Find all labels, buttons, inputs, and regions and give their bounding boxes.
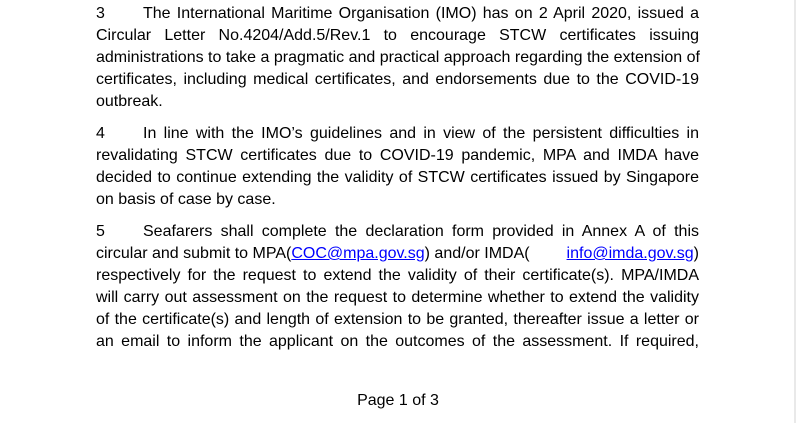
paragraph-line: on basis of case by case. [96, 191, 276, 208]
paragraph-number: 5 [96, 223, 105, 240]
paragraph-line [96, 123, 699, 145]
paragraph-3 [96, 3, 699, 113]
paragraph-line: will carry out assessment on the request to determine whether to extend the validity [96, 289, 699, 306]
paragraph-line [96, 221, 699, 243]
paragraph-line [96, 243, 699, 265]
imda-email-link[interactable]: info@imda.gov.sg [566, 245, 694, 262]
paragraph-number: 4 [96, 125, 105, 142]
mpa-email-link[interactable]: COC@mpa.gov.sg [291, 245, 425, 262]
paragraph-number: 3 [96, 5, 105, 22]
paragraph-text: ) and/or IMDA( [424, 245, 530, 262]
paragraph-text: The International Maritime Organisation (IMO) has on 2 April 2020, issued a [143, 5, 699, 22]
paragraph-line: Circular Letter No.4204/Add.5/Rev.1 to encourage STCW certificates issuing [96, 27, 699, 44]
paragraph-line: an email to inform the applicant on the outcomes of the assessment. If required, [96, 333, 699, 350]
paragraph-text: ) [693, 245, 699, 262]
paragraph-line [96, 3, 699, 25]
paragraph-text: circular and submit to MPA( [96, 245, 292, 262]
paragraph-line: administrations to take a pragmatic and practical approach regarding the extension of [96, 49, 700, 66]
paragraph-4 [96, 123, 699, 211]
paragraph-text: Seafarers shall complete the declaration form provided in Annex A of this [143, 223, 699, 240]
paragraph-line: respectively for the request to extend the validity of their certificate(s). MPA/IMDA [96, 267, 699, 284]
paragraph-line: revalidating STCW certificates due to COVID-19 pandemic, MPA and IMDA have [96, 147, 699, 164]
paragraph-line: of the certificate(s) and length of extension to be granted, thereafter issue a letter or [96, 311, 699, 328]
paragraph-5 [96, 221, 699, 353]
document-body [96, 3, 699, 363]
page-number-footer: Page 1 of 3 [357, 392, 439, 409]
paragraph-line: outbreak. [96, 93, 163, 110]
paragraph-line: decided to continue extending the validity of STCW certificates issued by Singapore [96, 169, 699, 186]
paragraph-line: certificates, including medical certificates, and endorsements due to the COVID-19 [96, 71, 699, 88]
paragraph-text: In line with the IMO’s guidelines and in view of the persistent difficulties in [143, 125, 699, 142]
